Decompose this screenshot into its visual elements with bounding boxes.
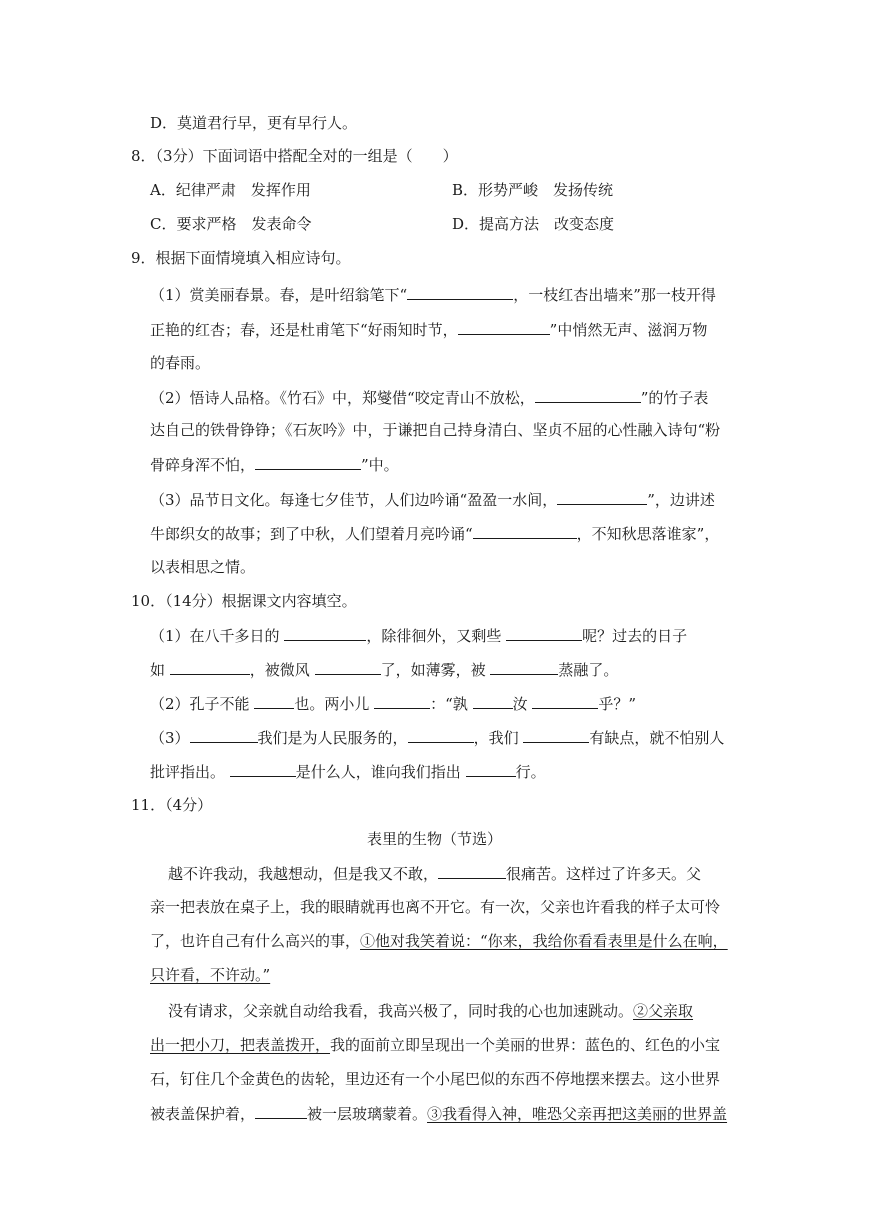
passage-p2-line3: 石，钉住几个金黄色的齿轮，里边还有一个小尾巴似的东西不停地摆来摆去。这小世界 — [150, 1070, 721, 1088]
q10-p1-line2: 如 ，被微风 了，如薄雾，被 蒸融了。 — [150, 661, 619, 679]
answer-blank[interactable] — [473, 693, 513, 709]
q8-option-b: B．形势严峻 发扬传统 — [452, 181, 614, 199]
q11-stem: 11．（4分） — [131, 796, 213, 814]
q9-p2-line2: 达自己的铁骨铮铮；《石灰吟》中，于谦把自己持身清白、坚贞不屈的心性融入诗句“粉 — [150, 421, 721, 439]
passage-p2-line2: 出一把小刀，把表盖拨开，我的面前立即呈现出一个美丽的世界：蓝色的、红色的小宝 — [150, 1036, 721, 1054]
answer-blank[interactable] — [254, 693, 294, 709]
passage-p1-line3: 了，也许自己有什么高兴的事，①他对我笑着说：“你来，我给你看看表里是什么在响， — [150, 932, 728, 950]
answer-blank[interactable] — [408, 727, 474, 743]
answer-blank[interactable] — [315, 659, 381, 675]
q10-stem: 10．（14分）根据课文内容填空。 — [131, 592, 357, 610]
q9-p3-line3: 以表相思之情。 — [150, 558, 256, 576]
q8-stem: 8．（3分）下面词语中搭配全对的一组是（ ） — [131, 147, 458, 165]
q9-p3-line1: （3）品节日文化。每逢七夕佳节，人们边吟诵“盈盈一水间， ”，边讲述 — [150, 491, 715, 509]
answer-blank[interactable] — [170, 659, 250, 675]
passage-p1-line1: 越不许我动，我越想动，但是我又不敢， 很痛苦。这样过了许多天。父 — [168, 865, 702, 883]
answer-blank[interactable] — [523, 727, 589, 743]
answer-blank[interactable] — [190, 727, 258, 743]
q8-option-c: C．要求严格 发表命令 — [150, 215, 312, 233]
passage-p2-line4: 被表盖保护着， 被一层玻璃蒙着。③我看得入神，唯恐父亲再把这美丽的世界盖 — [150, 1105, 728, 1123]
q9-p3-line2: 牛郎织女的故事；到了中秋，人们望着月亮吟诵“ ，不知秋思落谁家”， — [150, 525, 720, 543]
underlined-sentence-2: ②父亲取 — [633, 1002, 694, 1020]
answer-blank[interactable] — [284, 625, 366, 641]
q9-p2-line3: 骨碎身浑不怕， ”中。 — [150, 456, 399, 474]
answer-blank[interactable] — [458, 319, 550, 335]
passage-p1-line2: 亲一把表放在桌子上，我的眼睛就再也离不开它。有一次，父亲也许看我的样子太可怜 — [150, 898, 721, 916]
passage-p1-line4 — [150, 965, 270, 985]
q9-stem: 9．根据下面情境填入相应诗句。 — [131, 249, 351, 267]
q9-p1-line3: 的春雨。 — [150, 354, 211, 372]
q9-p1-line1: （1）赏美丽春景。春，是叶绍翁笔下“ ，一枝红杏出墙来”那一枝开得 — [150, 286, 716, 304]
answer-blank[interactable] — [466, 761, 516, 777]
q10-p3-line2: 批评指出。 是什么人，谁向我们指出 行。 — [150, 763, 546, 781]
q9-p1-line2: 正艳的红杏；春，还是杜甫笔下“好雨知时节， ”中悄然无声、滋润万物 — [150, 321, 708, 339]
passage-p2-line1: 没有请求，父亲就自动给我看，我高兴极了，同时我的心也加速跳动。②父亲取 — [168, 1002, 694, 1020]
passage-title: 表里的生物（节选） — [366, 830, 502, 848]
q10-p3-line1: （3） 我们是为人民服务的， ，我们 有缺点，就不怕别人 — [150, 729, 725, 747]
q8-option-d: D．提高方法 改变态度 — [452, 215, 615, 233]
answer-blank[interactable] — [407, 284, 513, 300]
q9-p2-line1: （2）悟诗人品格。《竹石》中，郑燮借“咬定青山不放松， ”的竹子表 — [150, 389, 709, 407]
q10-p1-line1: （1）在八千多日的 ，除徘徊外，又剩些 呢？过去的日子 — [150, 627, 688, 645]
answer-blank[interactable] — [230, 761, 296, 777]
answer-blank[interactable] — [532, 693, 598, 709]
answer-blank[interactable] — [255, 454, 361, 470]
answer-blank[interactable] — [490, 659, 558, 675]
underlined-sentence-3: ③我看得入神，唯恐父亲再把这美丽的世界盖 — [427, 1105, 728, 1123]
answer-blank[interactable] — [557, 489, 647, 505]
answer-blank[interactable] — [438, 863, 506, 879]
answer-blank[interactable] — [374, 693, 430, 709]
answer-blank[interactable] — [255, 1103, 307, 1119]
answer-blank[interactable] — [535, 387, 641, 403]
answer-blank[interactable] — [473, 523, 577, 539]
underlined-sentence-2-end: 出一把小刀，把表盖拨开， — [150, 1036, 331, 1054]
underlined-sentence-1: ①他对我笑着说：“你来，我给你看看表里是什么在响， — [360, 932, 728, 950]
underlined-sentence-1-end: 只许看，不许动。” — [150, 966, 271, 984]
q10-p2-line: （2）孔子不能 也。两小儿 ：“孰 汝 乎？” — [150, 695, 637, 713]
answer-blank[interactable] — [506, 625, 582, 641]
q7-option-d: D．莫道君行早，更有早行人。 — [150, 114, 358, 132]
q8-option-a: A．纪律严肃 发挥作用 — [150, 181, 311, 199]
